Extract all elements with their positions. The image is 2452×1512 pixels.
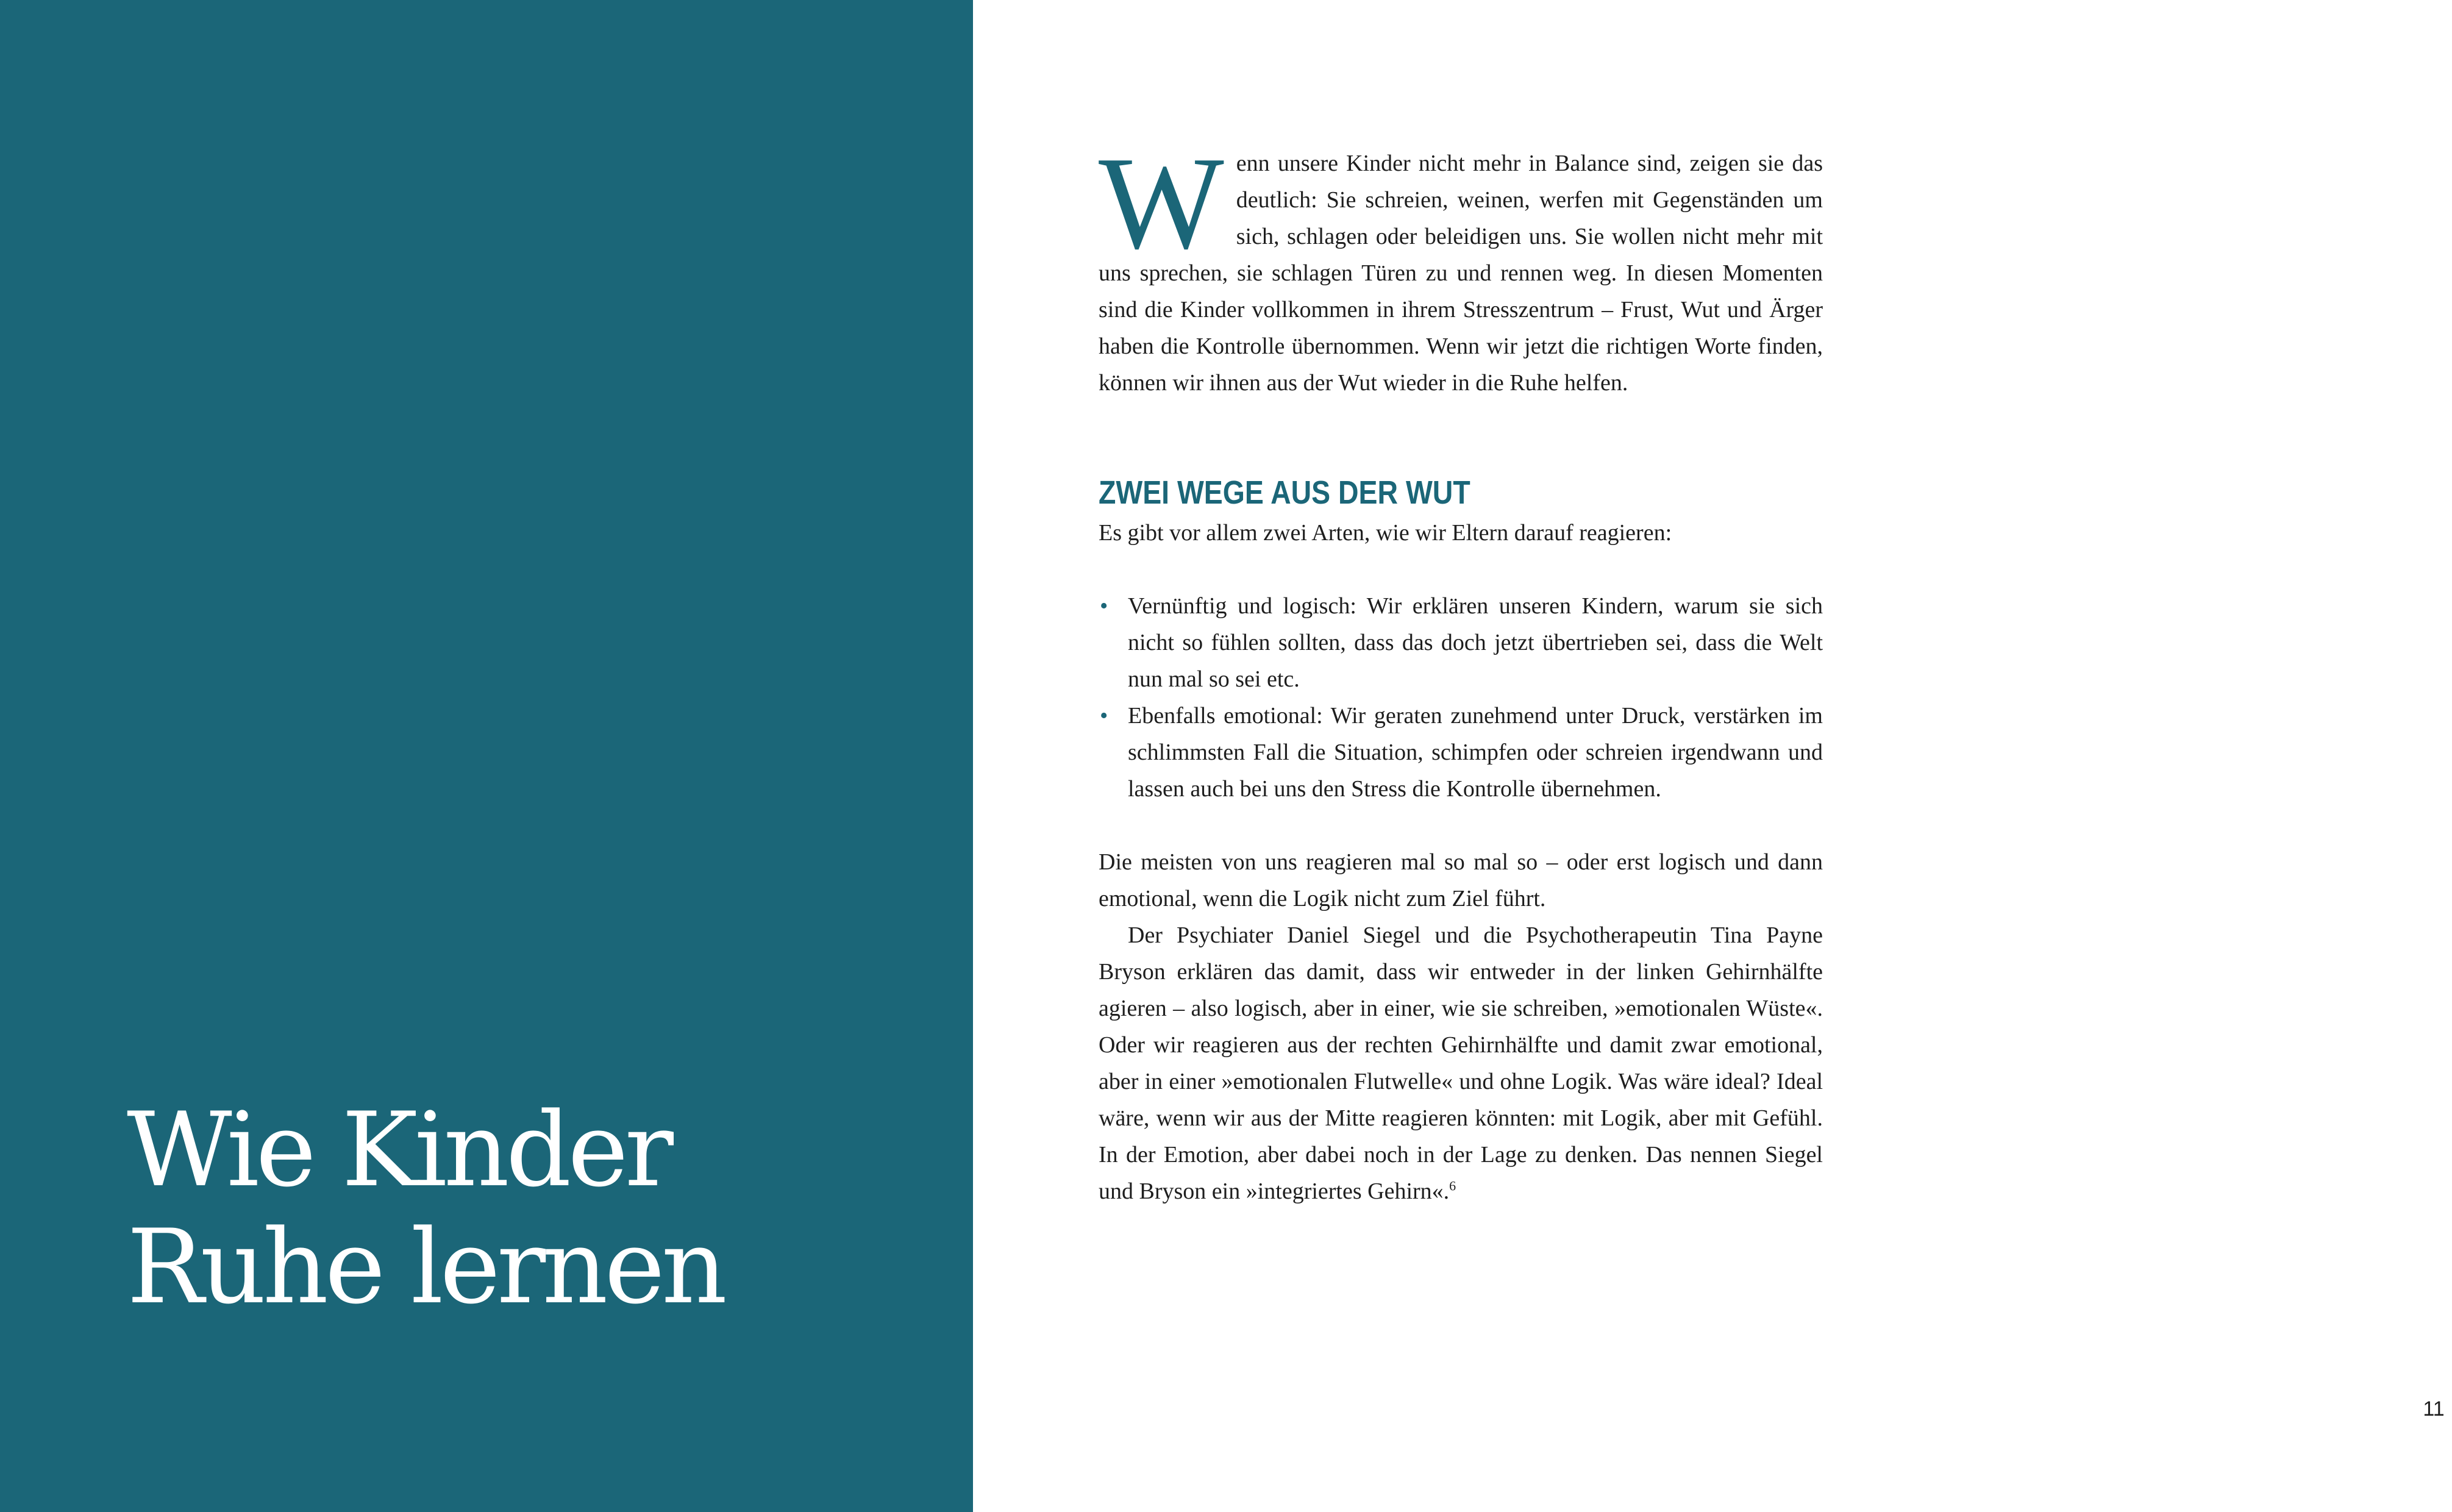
- chapter-title-line-1: Wie Kinder: [127, 1090, 670, 1210]
- paragraph-2: Die meisten von uns reagieren mal so mal so – oder erst logisch und dann emotional, wenn die Logik nicht zum Ziel führt.: [1099, 849, 1823, 911]
- bullet-item: [1099, 588, 1823, 697]
- paragraph-3-text: Der Psychiater Daniel Siegel und die Psychotherapeutin Tina Payne Bryson erklären das damit, dass wir entweder in der linken Gehirnhälfte agieren – also logisch, aber in einer, wie sie schreiben, »emotionalen Wüste«. Oder wir reagieren aus der rechten Gehirnhälfte und damit zwar emotional, aber in einer »emotionalen Flutwelle« und ohne Logik. Was wäre ideal? Ideal wäre, wenn wir aus der Mitte reagieren könnten: mit Logik, aber mit Gefühl. In der Emotion, aber dabei noch in der Lage zu denken. Das nennen Siegel und Bryson ein »integriertes Gehirn«.: [1099, 922, 1823, 1204]
- footnote-marker: 6: [1449, 1178, 1456, 1194]
- drop-cap: W: [1099, 130, 1224, 277]
- bullet-item: [1099, 697, 1823, 807]
- opening-paragraph: [1099, 130, 1823, 401]
- bullet-dot-icon: •: [1100, 703, 1108, 729]
- opening-paragraph-text: enn unsere Kinder nicht mehr in Balance sind, zeigen sie das deutlich: Sie schreien, weinen, werfen mit Gegenständen um sich, schlagen oder beleidigen uns. Sie wollen nicht mehr mit uns sprechen, sie schlagen Türen zu und rennen weg. In diesen Momenten sind die Kinder vollkommen in ihrem Stresszentrum – Frust, Wut und Ärger haben die Kontrolle übernommen. Wenn wir jetzt die richtigen Worte finden, können wir ihnen aus der Wut wieder in die Ruhe helfen.: [1099, 151, 1823, 396]
- intro-sentence: Es gibt vor allem zwei Arten, wie wir Eltern darauf reagieren:: [1099, 520, 1672, 546]
- section-heading: ZWEI WEGE AUS DER WUT: [1099, 474, 1470, 511]
- bullet-text: Vernünftig und logisch: Wir erklären unseren Kindern, warum sie sich nicht so fühlen sollten, dass das doch jetzt übertrieben sei, dass die Welt nun mal so sei etc.: [1128, 593, 1823, 692]
- bullet-list: [1099, 588, 1823, 807]
- bullet-dot-icon: •: [1100, 593, 1108, 619]
- paragraph-3: [1099, 917, 1823, 1210]
- page-number: 11: [2423, 1397, 2445, 1421]
- bullet-text: Ebenfalls emotional: Wir geraten zunehmend unter Druck, verstärken im schlimmsten Fall die Situation, schimpfen oder schreien irgendwann und lassen auch bei uns den Stress die Kontrolle übernehmen.: [1128, 703, 1823, 802]
- left-page-panel: [0, 0, 973, 1512]
- chapter-title-line-2: Ruhe lernen: [127, 1207, 724, 1327]
- right-page: [973, 0, 2445, 1512]
- chapter-title: [127, 1091, 956, 1325]
- body-text: [1099, 130, 1823, 1210]
